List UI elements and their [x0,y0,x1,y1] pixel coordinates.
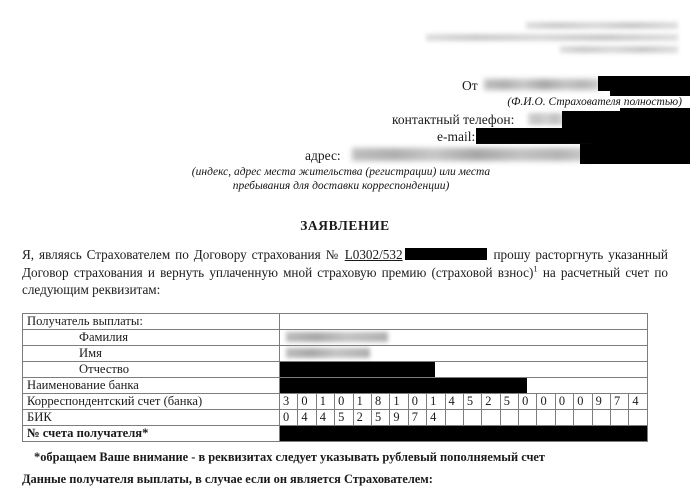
row-value-recipient [280,314,648,330]
row-label-recipient-account: № счета получателя* [23,426,280,442]
row-value-firstname [280,346,648,362]
bik-digit-empty-20 [629,410,648,426]
from-caption: (Ф.И.О. Страхователя полностью) [507,96,682,108]
footnote-text: *обращаем Ваше внимание - в реквизитах следует указывать рублевый пополняемый счет [34,450,546,464]
bik-digit-6: 5 [371,410,389,426]
body-text-part-3: на расчетный счет по следующим реквизитам: [22,264,668,297]
phone-value-redaction-blur [528,113,564,125]
row-label-surname: Фамилия [23,330,280,346]
correspondent-account-digit-13: 5 [500,394,518,410]
row-value-patronymic [280,362,648,378]
correspondent-account-digit-18: 9 [592,394,610,410]
correspondent-account-digit-15: 0 [537,394,555,410]
row-value-bank-name [280,378,648,394]
bik-digit-5: 2 [353,410,371,426]
table-row [23,330,648,346]
row-label-firstname: Имя [23,346,280,362]
from-label: От [462,78,478,93]
table-row [23,314,648,330]
table-row-recipient-account [23,426,648,442]
correspondent-account-digit-16: 0 [555,394,573,410]
correspondent-account-digit-12: 2 [482,394,500,410]
footnote-marker: 1 [533,263,538,274]
correspondent-account-digit-11: 5 [463,394,481,410]
letterhead-redaction-line [526,22,678,29]
phone-label: контактный телефон: [392,112,515,127]
bik-digit-7: 9 [390,410,408,426]
page-title: ЗАЯВЛЕНИЕ [300,218,390,233]
bik-digit-empty-11 [463,410,481,426]
address-value-redaction [580,144,690,164]
correspondent-account-digit-20: 4 [629,394,648,410]
correspondent-account-digit-5: 1 [353,394,371,410]
table-row [23,362,648,378]
bik-digit-9: 4 [427,410,445,426]
body-text-part-2: прошу расторгнуть указанный Договор страхования и вернуть уплаченную мной страховую премию (страховой взнос) [22,247,668,280]
bik-digit-empty-17 [574,410,592,426]
bik-digit-empty-14 [519,410,537,426]
bik-digit-2: 4 [298,410,316,426]
correspondent-account-digit-14: 0 [519,394,537,410]
surname-redaction [286,332,388,342]
email-value-redaction [476,128,690,144]
bik-digit-empty-13 [500,410,518,426]
bank-name-redaction [280,378,527,393]
bik-digit-empty-12 [482,410,500,426]
address-caption-line-2: пребывания для доставки корреспонденции) [232,180,450,192]
correspondent-account-digit-19: 7 [611,394,629,410]
body-text-part-1: Я, являясь Страхователем по Договору страхования № [22,247,345,262]
firstname-redaction [286,348,370,358]
correspondent-account-digit-1: 3 [280,394,298,410]
from-value-redaction [484,79,600,90]
patronymic-redaction [280,362,435,377]
letterhead-redaction-line [560,46,678,53]
section-heading-recipient-data: Данные получателя выплаты, в случае если он является Страхователем: [22,472,433,486]
correspondent-account-digit-10: 4 [445,394,463,410]
row-value-recipient-account [280,426,648,442]
table-row [23,378,648,394]
correspondent-account-digit-6: 8 [371,394,389,410]
row-value-surname [280,330,648,346]
address-caption-line-1: (индекс, адрес места жительства (регистрации) или места [191,166,491,178]
bik-digit-empty-16 [555,410,573,426]
table-row-bik [23,410,648,426]
bik-digit-8: 7 [408,410,426,426]
bik-digit-4: 5 [335,410,353,426]
letterhead-redaction-line [426,34,678,41]
address-row [305,148,341,164]
row-label-recipient: Получатель выплаты: [23,314,280,330]
correspondent-account-digit-7: 1 [390,394,408,410]
bik-digit-empty-19 [611,410,629,426]
bik-digit-empty-10 [445,410,463,426]
correspondent-account-digit-9: 1 [427,394,445,410]
bik-digit-empty-15 [537,410,555,426]
row-label-bank-name: Наименование банка [23,378,280,394]
from-value-redaction-solid [598,76,690,91]
letterhead-redacted-block [426,22,678,58]
address-value-redaction-blur [352,148,592,161]
phone-value-redaction [562,111,690,128]
bik-digit-1: 0 [280,410,298,426]
phone-row [392,112,514,128]
correspondent-account-digit-2: 0 [298,394,316,410]
bik-digit-empty-18 [592,410,610,426]
address-label: адрес: [305,148,341,163]
bank-requisites-table [22,313,648,442]
correspondent-account-digit-8: 0 [408,394,426,410]
row-label-correspondent-account: Корреспондентский счет (банка) [23,394,280,410]
email-label: e-mail: [437,129,476,144]
recipient-account-redaction [280,426,648,441]
correspondent-account-digit-17: 0 [574,394,592,410]
row-label-bik: БИК [23,410,280,426]
from-row [462,78,478,94]
application-body-text [22,246,668,299]
row-label-patronymic: Отчество [23,362,280,378]
contract-number-redaction [405,248,487,260]
contract-number: L0302/532 [344,247,403,262]
correspondent-account-digit-3: 1 [316,394,334,410]
bik-digit-3: 4 [316,410,334,426]
correspondent-account-digit-4: 0 [335,394,353,410]
table-row [23,346,648,362]
email-row [437,129,475,145]
table-row-correspondent-account [23,394,648,410]
